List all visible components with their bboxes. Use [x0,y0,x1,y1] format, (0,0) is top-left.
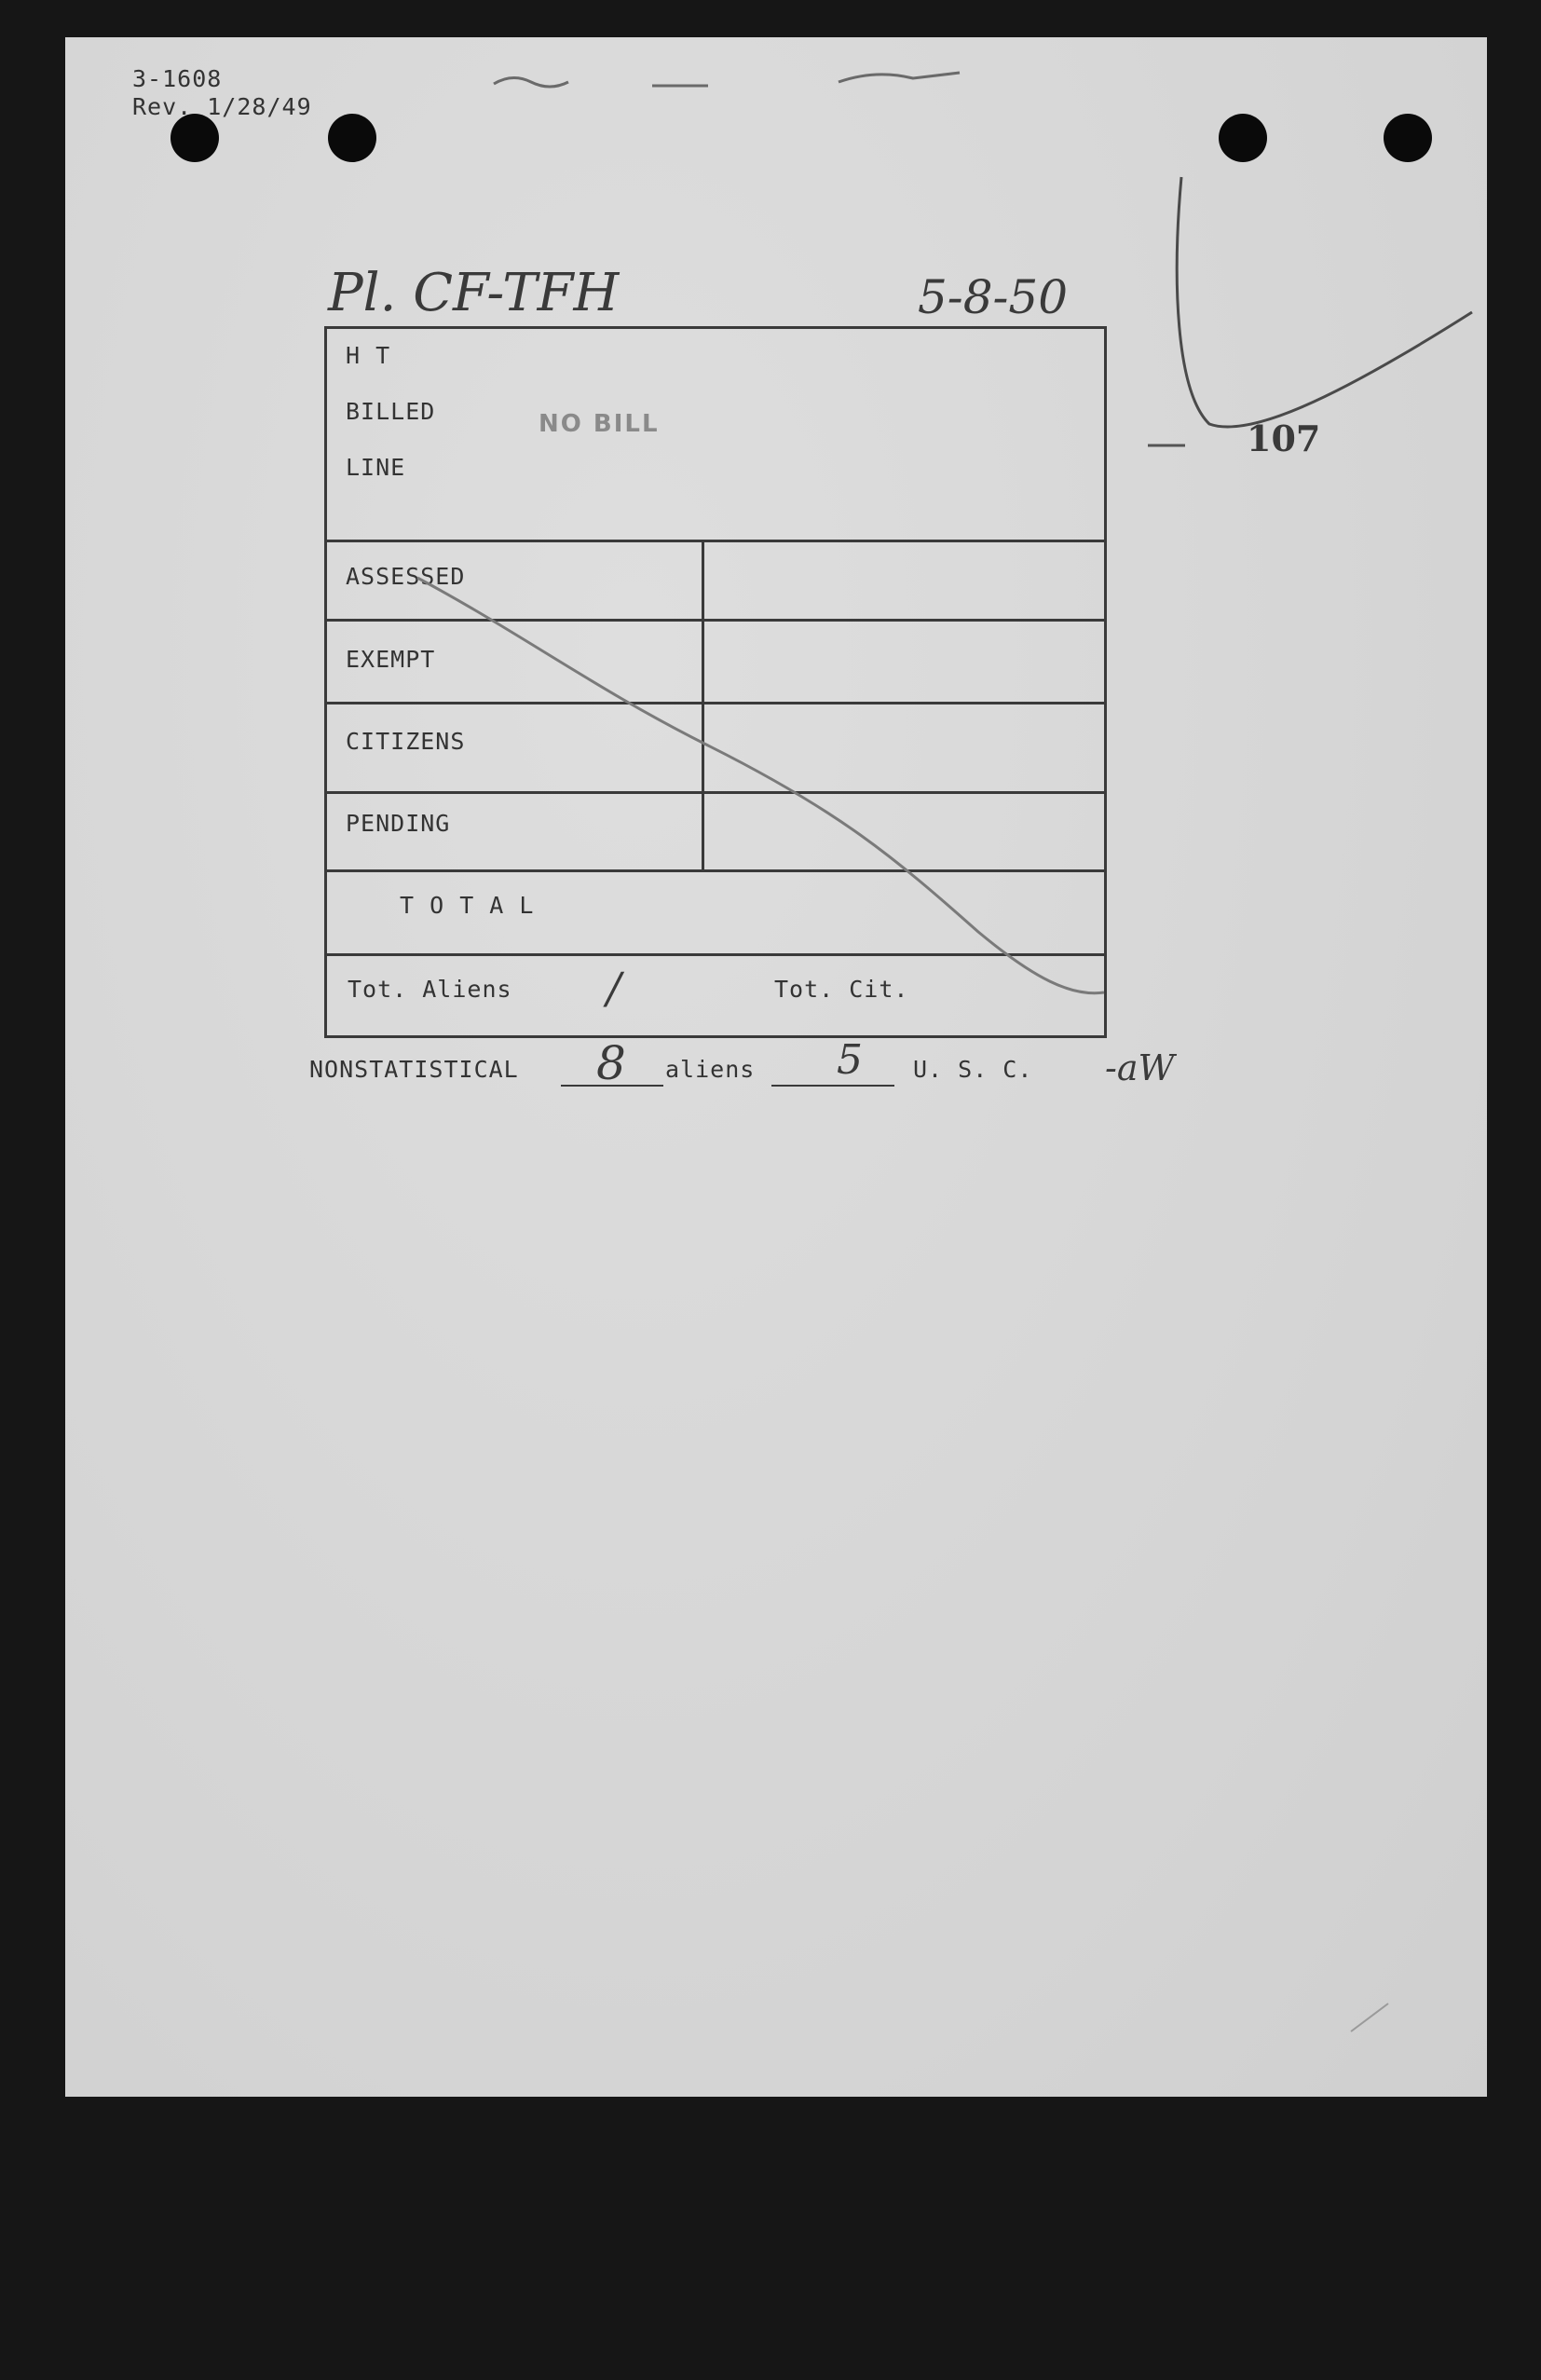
total-label: T O T A L [400,892,535,919]
row-assessed-label: ASSESSED [346,563,466,590]
page-number: 107 [1247,417,1321,459]
row-pending-label: PENDING [346,810,451,837]
row-citizens-label: CITIZENS [346,728,466,755]
usc-label: U. S. C. [913,1056,1033,1083]
aliens-count: 8 [596,1036,626,1090]
handwritten-initials: -aW [1105,1047,1175,1088]
handwritten-reference: Pl. CF-TFH [328,263,620,323]
header-billed-label: BILLED [346,398,436,425]
no-bill-stamp: NO BILL [539,410,660,438]
nonstatistical-label: NONSTATISTICAL [309,1056,519,1083]
header-line-label: LINE [346,454,406,481]
faint-header-scribble [494,73,960,87]
header-ht-label: H T [346,342,391,369]
tot-aliens-label: Tot. Aliens [348,976,512,1003]
margin-tick [1351,2004,1388,2031]
form-number: 3-1608 [132,65,223,92]
tot-cit-label: Tot. Cit. [774,976,909,1003]
form-revision: Rev. 1/28/49 [132,93,312,120]
aliens-label: aliens [665,1056,756,1083]
usc-count: 5 [837,1036,863,1084]
tot-aliens-value: / [607,963,621,1013]
corner-curve-line [1177,177,1472,427]
row-exempt-label: EXEMPT [346,646,436,673]
diagonal-strike-line [417,578,1104,993]
handwritten-date: 5-8-50 [918,270,1069,324]
